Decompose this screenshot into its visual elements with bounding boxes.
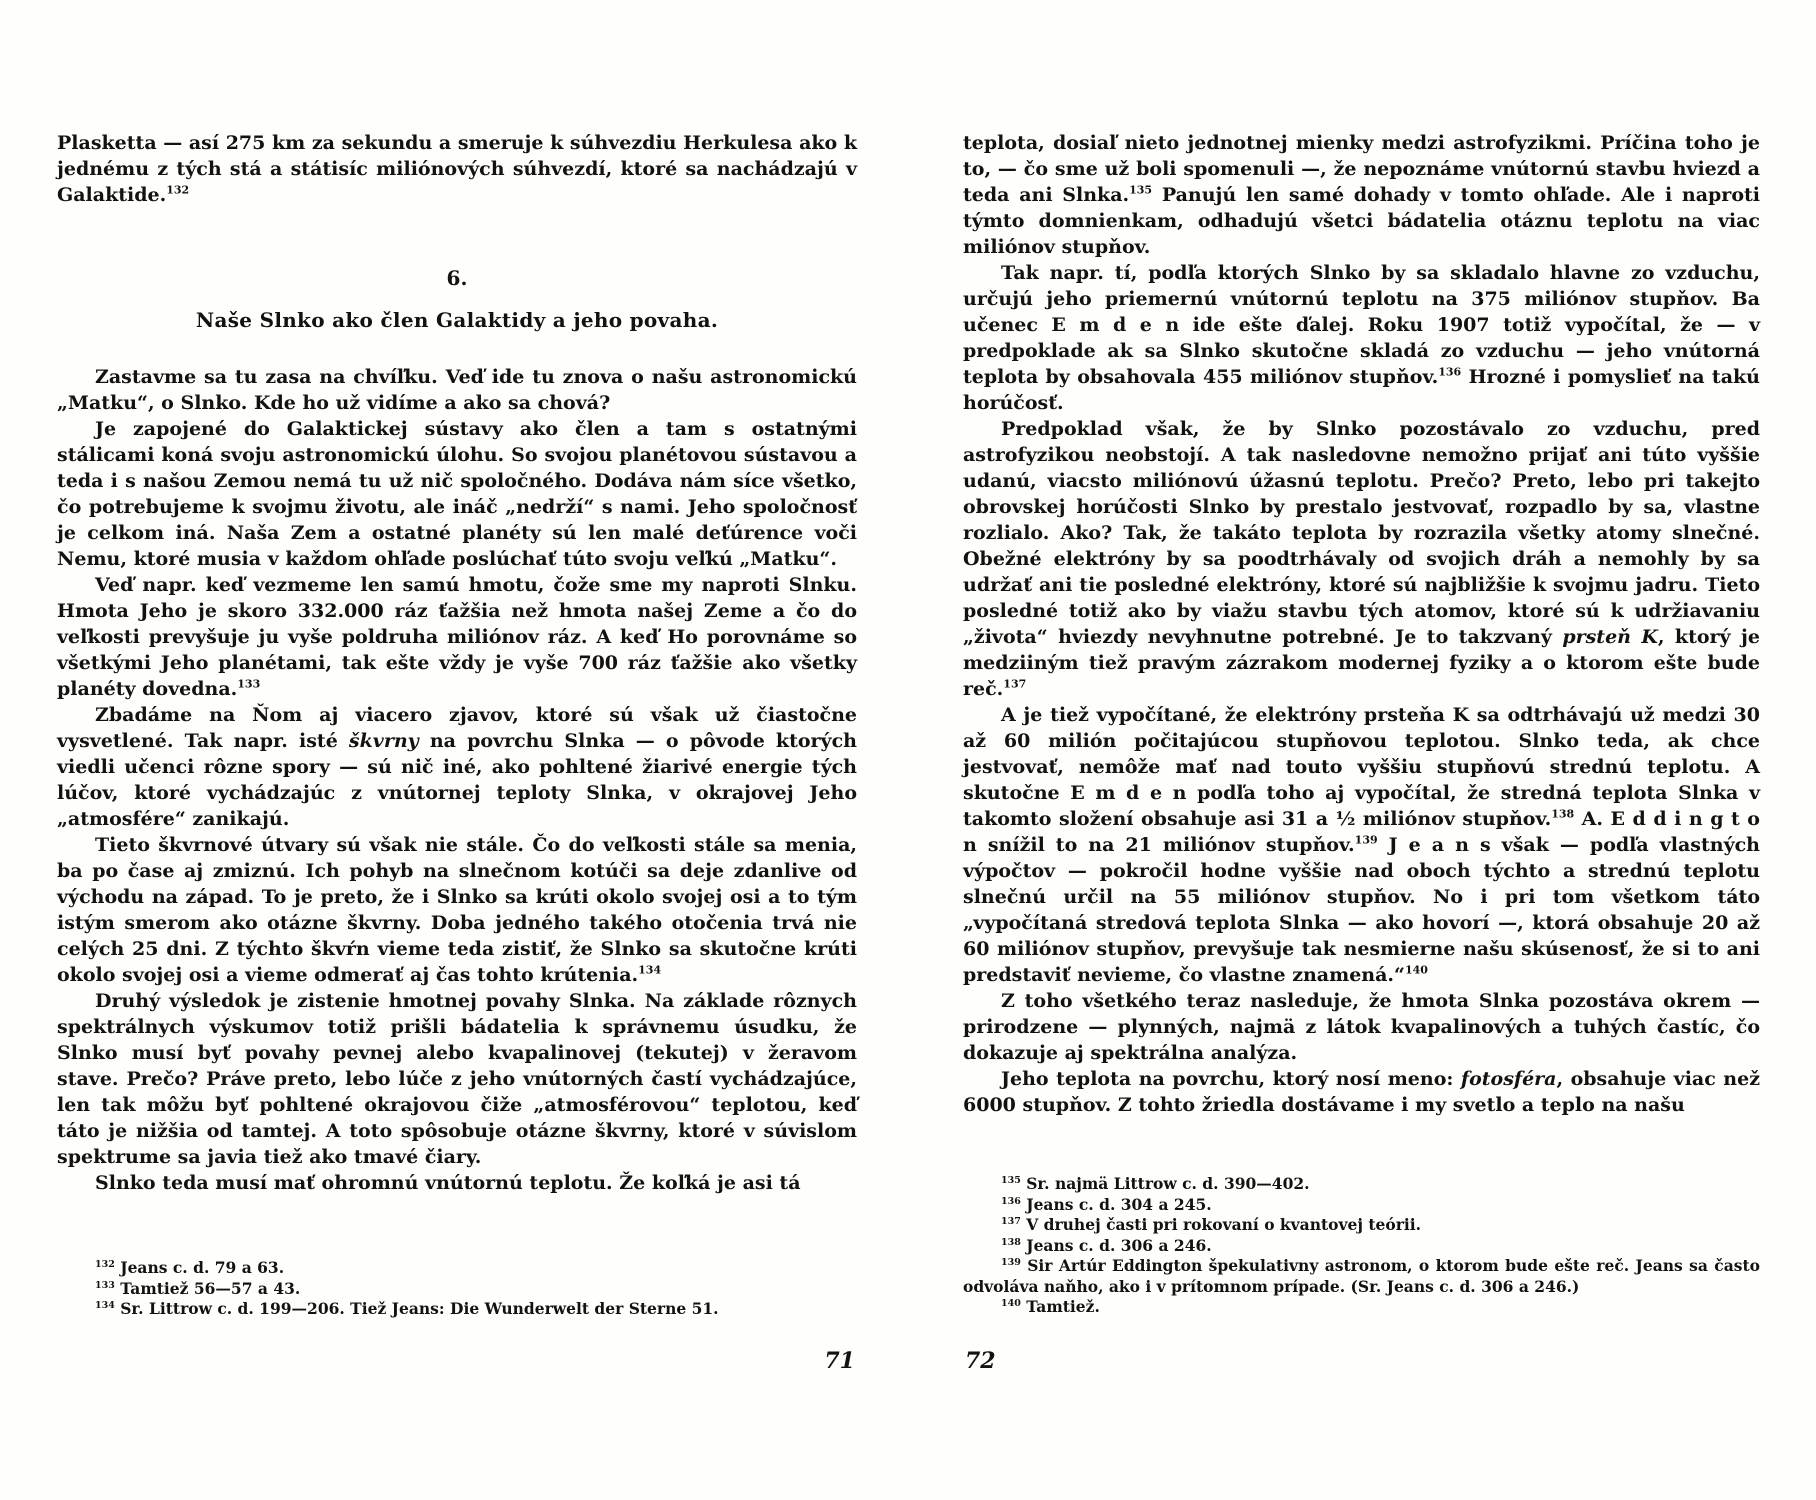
footnote-ref: 133 [237, 677, 261, 691]
paragraph [57, 364, 857, 416]
footnote [963, 1195, 1760, 1216]
footnote-marker: 134 [95, 1299, 115, 1311]
footnote [963, 1236, 1760, 1257]
paragraph-continuation [57, 130, 857, 208]
footnote-ref: 140 [1404, 963, 1428, 977]
paragraph [963, 416, 1760, 702]
footnote-marker: 139 [1001, 1256, 1021, 1268]
text-run: J e a n s však — podľa vlastných výpočtov — pokročil hodne vyššie nad oboch týchto a strednú teplotu slnečnú určil na 55 miliónov stupňov. No i pri tom všetkom táto „vypočítaná stredová teplota Slnka — ako hovorí —, ktorá obsahuje 20 až 60 miliónov stupňov, prevyšuje tak nesmierne našu skúsenosť, že si to ani predstaviť nevieme, čo vlastne znamená.“ [963, 834, 1760, 986]
text-run: Tak napr. tí, podľa ktorých Slnko by sa skladalo hlavne zo vzduchu, určujú jeho priemernú vnútornú teplotu na 375 miliónov stupňov. Ba učenec E m d e n ide ešte ďalej. Roku 1907 totiž vypočítal, že — v predpoklade ak sa Slnko skutočne skladá zo vzduchu — jeho vnútorná teplota by obsahovala 455 miliónov stupňov. [963, 262, 1760, 388]
footnotes-right [963, 1174, 1760, 1318]
italic-term: škvrny [348, 730, 419, 752]
footnote-text: Tamtiež 56—57 a 43. [114, 1278, 301, 1298]
paragraph [57, 416, 857, 572]
text-run: Plasketta — así 275 km za sekundu a smeruje k súhvezdiu Herkulesa ako k jednému z tých stá a státisíc miliónových súhvezdí, ktoré sa nachádzajú v Galaktide. [57, 132, 857, 206]
body-paragraphs-left [57, 364, 857, 1196]
footnote [57, 1279, 857, 1300]
footnote-ref: 135 [1129, 183, 1153, 197]
paragraph [963, 988, 1760, 1066]
footnote [963, 1215, 1760, 1236]
footnote-text: Jeans c. d. 306 a 246. [1020, 1235, 1212, 1255]
footnote [963, 1256, 1760, 1297]
footnote-ref: 137 [1003, 677, 1027, 691]
text-run: Z toho všetkého teraz nasleduje, že hmota Slnka pozostáva okrem — prirodzene — plynných, najmä z látok kvapalinových a tuhých častíc, čo dokazuje aj spektrálna analýza. [963, 990, 1760, 1064]
footnote-text: Sr. Littrow c. d. 199—206. Tiež Jeans: Die Wunderwelt der Sterne 51. [114, 1299, 719, 1318]
footnote-marker: 136 [1001, 1195, 1021, 1207]
footnote-marker: 132 [95, 1258, 115, 1270]
footnote-ref: 139 [1354, 833, 1378, 847]
text-run: Druhý výsledok je zistenie hmotnej povahy Slnka. Na základe rôznych spektrálnych výskumov totiž prišli bádatelia k správnemu úsudku, že Slnko musí byť povahy pevnej alebo kvapalinovej (tekutej) v žeravom stave. Prečo? Práve preto, lebo lúče z jeho vnútorných častí vychádzajúce, len tak môžu byť pohltené okrajovou čiže „atmosférovou“ teplotou, keď táto je nižšia od tamtej. A toto spôsobuje otázne škvrny, ktoré v súvislom spektrume sa javia tiež ako tmavé čiary. [57, 990, 857, 1168]
text-run: na povrchu Slnka — o pôvode ktorých viedli učenci rôzne spory — sú nič iné, ako pohltené žiarivé energie tých lúčov, ktoré vychádzajúc z vnútornej teploty Slnka, v okrajovej Jeho „atmosfére“ zanikajú. [57, 730, 857, 830]
footnote [963, 1174, 1760, 1195]
footnote-ref: 134 [638, 963, 662, 977]
italic-term: prsteň K [1562, 626, 1658, 648]
footnote-text: Tamtiež. [1020, 1297, 1100, 1316]
text-run: Predpoklad však, že by Slnko pozostávalo zo vzduchu, pred astrofyzikou neobstojí. A tak nasledovne nemožno prijať ani túto vyššie udanú, viacsto miliónovú úžasnú teplotu. Prečo? Preto, lebo pri takejto obrovskej horúčosti Slnko by prestalo jestvovať, rozpadlo by sa, vlastne rozlialo. Ako? Tak, že takáto teplota by rozrazila všetky atomy slnečné. Obežné elektróny by sa poodtrhávaly od svojich dráh a nemohly by sa udržať ani tie posledné elektróny, ktoré sú najbližšie k svojmu jadru. Tieto posledné totiž ako by viažu stavbu tých atomov, ktoré sú k udržiavaniu „života“ hviezdy nevyhnutne potrebné. Je to takzvaný [963, 418, 1760, 648]
text-run: Veď napr. keď vezmeme len samú hmotu, čože sme my naproti Slnku. Hmota Jeho je skoro 332.000 ráz ťažšia než hmota našej Zeme a čo do veľkosti prevyšuje ju vyše poldruha miliónov ráz. A keď Ho porovnáme so všetkými Jeho planétami, tak ešte vždy je vyše 700 ráz ťažšie ako všetky planéty dovedna. [57, 574, 857, 700]
text-run: Panujú len samé dohady v tomto ohľade. Ale i naproti týmto domnienkam, odhadujú všetci bádatelia otáznu teplotu na viac miliónov stupňov. [963, 184, 1760, 258]
text-run: Je zapojené do Galaktickej sústavy ako člen a tam s ostatnými stálicami koná svoju astronomickú úlohu. So svojou planétovou sústavou a teda i s našou Zemou nemá tu už nič spoločného. Dodáva nám síce všetko, čo potrebujeme k svojmu životu, ale ináč „nedrží“ s nami. Jeho spoločnosť je celkom iná. Naša Zem a ostatné planéty sú len malé deťúrence voči Nemu, ktoré musia v každom ohľade poslúchať túto svoju veľkú „Matku“. [57, 418, 857, 570]
body-paragraphs-right [963, 130, 1760, 1118]
chapter-heading: Naše Slnko ako člen Galaktidy a jeho povaha. [195, 308, 719, 332]
paragraph [57, 832, 857, 988]
paragraph [963, 260, 1760, 416]
footnote [57, 1299, 857, 1320]
text-run: , ktorý je medziiným tiež pravým zázrakom modernej fyziky a o ktorom ešte bude reč. [963, 626, 1760, 700]
text-run: A je tiež vypočítané, že elektróny prsteňa K sa odtrhávajú už medzi 30 až 60 milión počitajúcou stupňovou teplotou. Slnko teda, ak chce jestvovať, nemôže mať nad touto vyššiu stupňovú strednú teplotu. A skutočne E m d e n podľa toho aj vypočítal, že stredná teplota Slnka v takomto složení obsahuje asi 31 a ½ miliónov stupňov. [963, 704, 1760, 830]
page-number-right: 72 [965, 1348, 996, 1374]
paragraph [963, 702, 1760, 988]
footnotes-left [57, 1258, 857, 1320]
paragraph [57, 988, 857, 1170]
paragraph [963, 130, 1760, 260]
footnote-marker: 140 [1001, 1297, 1021, 1309]
page-left [57, 130, 857, 1470]
page-number-left: 71 [824, 1348, 855, 1374]
text-run: Zbadáme na Ňom aj viacero zjavov, ktoré sú však už čiastočne vysvetlené. Tak napr. isté [57, 704, 857, 752]
footnote [963, 1297, 1760, 1318]
text-run: , obsahuje viac než 6000 stupňov. Z tohto žriedla dostávame i my svetlo a teplo na našu [963, 1068, 1760, 1116]
text-run: teplota, dosiaľ nieto jednotnej mienky medzi astrofyzikmi. Príčina toho je to, — čo sme už boli spomenuli —, že nepoznáme vnútornú stavbu hviezd a teda ani Slnka. [963, 132, 1760, 206]
footnote-marker: 137 [1001, 1215, 1021, 1227]
footnote-ref: 138 [1551, 807, 1575, 821]
paragraph [57, 1170, 857, 1196]
text-run: Jeho teplota na povrchu, ktorý nosí meno: [1001, 1068, 1461, 1090]
footnote-text: Jeans c. d. 304 a 245. [1020, 1194, 1212, 1214]
text-run: A. E d d i n g t o n snížil to na 21 miliónov stupňov. [963, 808, 1760, 856]
page-right [963, 130, 1760, 1470]
footnote-marker: 133 [95, 1279, 115, 1291]
footnote-text: Sr. najmä Littrow c. d. 390—402. [1020, 1174, 1310, 1193]
footnote [57, 1258, 857, 1279]
section-number: 6. [446, 266, 468, 290]
text-run: Zastavme sa tu zasa na chvíľku. Veď ide tu znova o našu astronomickú „Matku“, o Slnko. Kde ho už vidíme a ako sa chová? [57, 366, 857, 414]
paragraph [963, 1066, 1760, 1118]
paragraph [57, 572, 857, 702]
footnote-text: Sir Artúr Eddington špekulativny astronom, o ktorom bude ešte reč. Jeans sa často odvoláva naňho, ako i v prítomnom prípade. (Sr. Jeans c. d. 306 a 246.) [963, 1256, 1760, 1296]
italic-term: fotosféra [1460, 1068, 1557, 1090]
footnote-marker: 135 [1001, 1174, 1021, 1186]
text-run: Tieto škvrnové útvary sú však nie stále. Čo do veľkosti stále sa menia, ba po čase aj zmiznú. Ich pohyb na slnečnom kotúči sa deje zdanlive od východu na západ. To je preto, že i Slnko sa krúti okolo svojej osi a to tým istým smerom ako otázne škvrny. Doba jedného takého otočenia trvá nie celých 25 dni. Z týchto škvŕn vieme teda zistiť, že Slnko sa skutočne krúti okolo svojej osi a vieme odmerať aj čas tohto krútenia. [57, 834, 857, 986]
paragraph [57, 702, 857, 832]
footnote-text: V druhej časti pri rokovaní o kvantovej teórii. [1020, 1215, 1422, 1234]
footnote-marker: 138 [1001, 1236, 1021, 1248]
text-run: Hrozné i pomyslieť na takú horúčosť. [963, 366, 1760, 414]
footnote-ref: 136 [1438, 365, 1462, 379]
footnote-ref: 132 [166, 183, 190, 197]
footnote-text: Jeans c. d. 79 a 63. [114, 1258, 285, 1277]
text-run: Slnko teda musí mať ohromnú vnútornú teplotu. Že koľká je asi tá [95, 1172, 801, 1194]
